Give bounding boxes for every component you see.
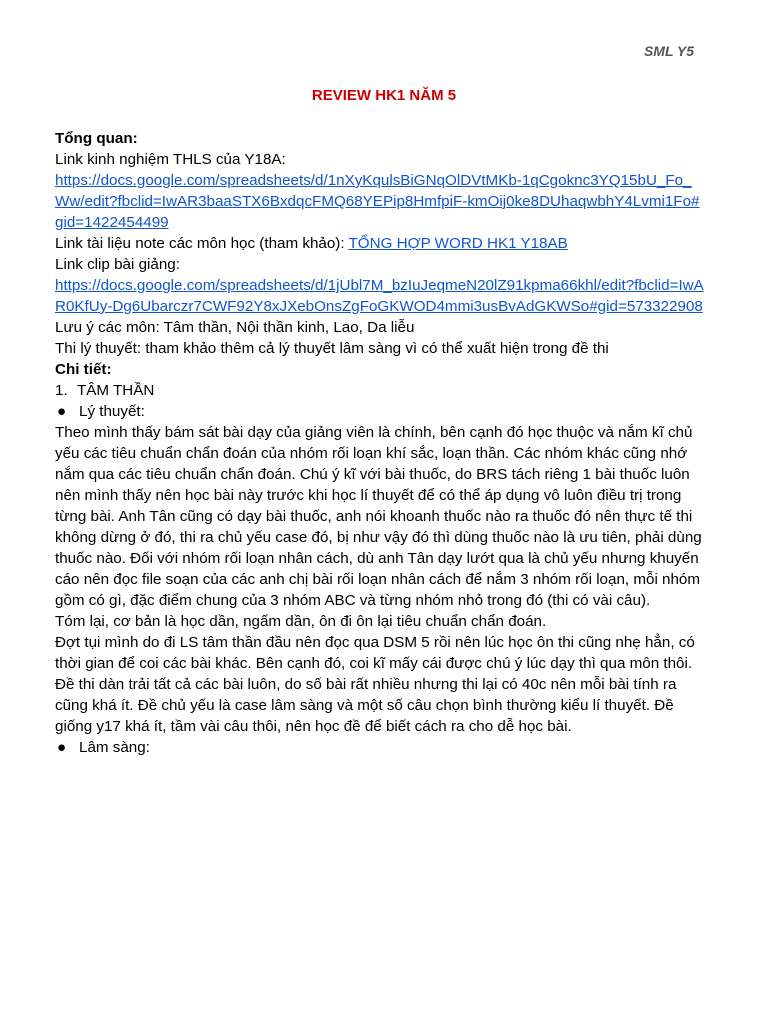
clip-label: Link clip bài giảng: xyxy=(55,256,180,273)
bullet-clinical xyxy=(55,737,705,758)
section-name: TÂM THẦN xyxy=(77,382,155,399)
notes-link[interactable]: TỔNG HỢP WORD HK1 Y18AB xyxy=(348,235,568,252)
paragraph: Đợt tụi mình do đi LS tâm thần đầu nên đọc qua DSM 5 rồi nên lúc học ôn thi cũng nhẹ hẳn, có thời gian để coi các bài khác. Bên cạnh đó, coi kĩ mấy cái được chú ý lúc dạy thì qua môn thôi. xyxy=(55,634,695,672)
detail-heading: Chi tiết: xyxy=(55,361,112,378)
document-tag: SML Y5 xyxy=(643,43,694,59)
notes-line xyxy=(55,233,705,254)
theory-label: Lý thuyết: xyxy=(79,403,145,420)
paragraph: Theo mình thấy bám sát bài dạy của giảng viên là chính, bên cạnh đó học thuộc và nắm kĩ chủ yếu các tiêu chuẩn chẩn đoán của nhóm rối loạn khí sắc, loạn thần. Các nhóm khác cũng nhớ nắm qua các tiêu chuẩn chẩn đoán. Chú ý kĩ với bài thuốc, do BRS tách riêng 1 bài thuốc luôn nên mình thấy nên học bài này trước khi học lí thuyết để có thể áp dụng vô luôn điều trị trong từng bài. Anh Tân cũng có dạy bài thuốc, anh nói khoanh thuốc nào ra thuốc đó nên thực tế thi không dừng ở đó, thi ra chủ yếu case đó, bị như vậy đó thì dùng thuốc nào là ưu tiên, phải dùng thuốc nào. Đối với nhóm rối loạn nhân cách, dù anh Tân dạy lướt qua là chủ yếu nhưng khuyến cáo nên đọc file soạn của các anh chị bài rối loạn nhân cách để nắm 3 nhóm rối loạn, mỗi nhóm gồm có gì, đặc điểm chung của 3 nhóm ABC và từng nhóm nhỏ trong đó (thi có vài câu). xyxy=(55,424,702,609)
theory-note: Thi lý thuyết: tham khảo thêm cả lý thuyết lâm sàng vì có thể xuất hiện trong đề thi xyxy=(55,340,609,357)
subjects-note: Lưu ý các môn: Tâm thần, Nội thần kinh, Lao, Da liễu xyxy=(55,319,415,336)
thls-label: Link kinh nghiệm THLS của Y18A: xyxy=(55,151,286,168)
notes-label: Link tài liệu note các môn học (tham khảo): xyxy=(55,235,349,252)
bullet-theory xyxy=(55,401,705,422)
paragraph: Tóm lại, cơ bản là học dần, ngấm dần, ôn đi ôn lại tiêu chuẩn chẩn đoán. xyxy=(55,613,547,630)
document-title: REVIEW HK1 NĂM 5 xyxy=(311,87,457,104)
clinical-label: Lâm sàng: xyxy=(79,739,150,756)
overview-heading: Tổng quan: xyxy=(55,130,138,147)
bullet-icon: ● xyxy=(57,403,67,420)
thls-link[interactable]: https://docs.google.com/spreadsheets/d/1nXyKqulsBiGNqOlDVtMKb-1qCgoknc3YQ15bU_Fo_Ww/edit?fbclid=IwAR3baaSTX6BxdqcFMQ68YEPip8HmfpiF-kmOij0ke8DUhaqwbhY4Lvmi1Fo#gid=1422454499 xyxy=(55,172,700,231)
section-number: 1. xyxy=(55,382,68,399)
paragraph: Đề thi dàn trải tất cả các bài luôn, do số bài rất nhiều nhưng thi lại có 40c nên mỗi bài tính ra cũng khá ít. Đề chủ yếu là case lâm sàng và một số câu chọn bình thường kiểu lí thuyết. Đề giống y17 khá ít, tầm vài câu thôi, nên học đề để biết cách ra cho dễ học bài. xyxy=(55,676,677,735)
document-body xyxy=(55,128,705,758)
clip-link[interactable]: https://docs.google.com/spreadsheets/d/1jUbl7M_bzIuJeqmeN20lZ91kpma66khl/edit?fbclid=IwAR0KfUy-Dg6Ubarczr7CWF92Y8xJXebOnsZgFoGKWOD4mmi3usBvAdGKWSo#gid=573322908 xyxy=(55,277,704,315)
bullet-icon: ● xyxy=(57,739,67,756)
section-psychiatry xyxy=(55,380,705,401)
